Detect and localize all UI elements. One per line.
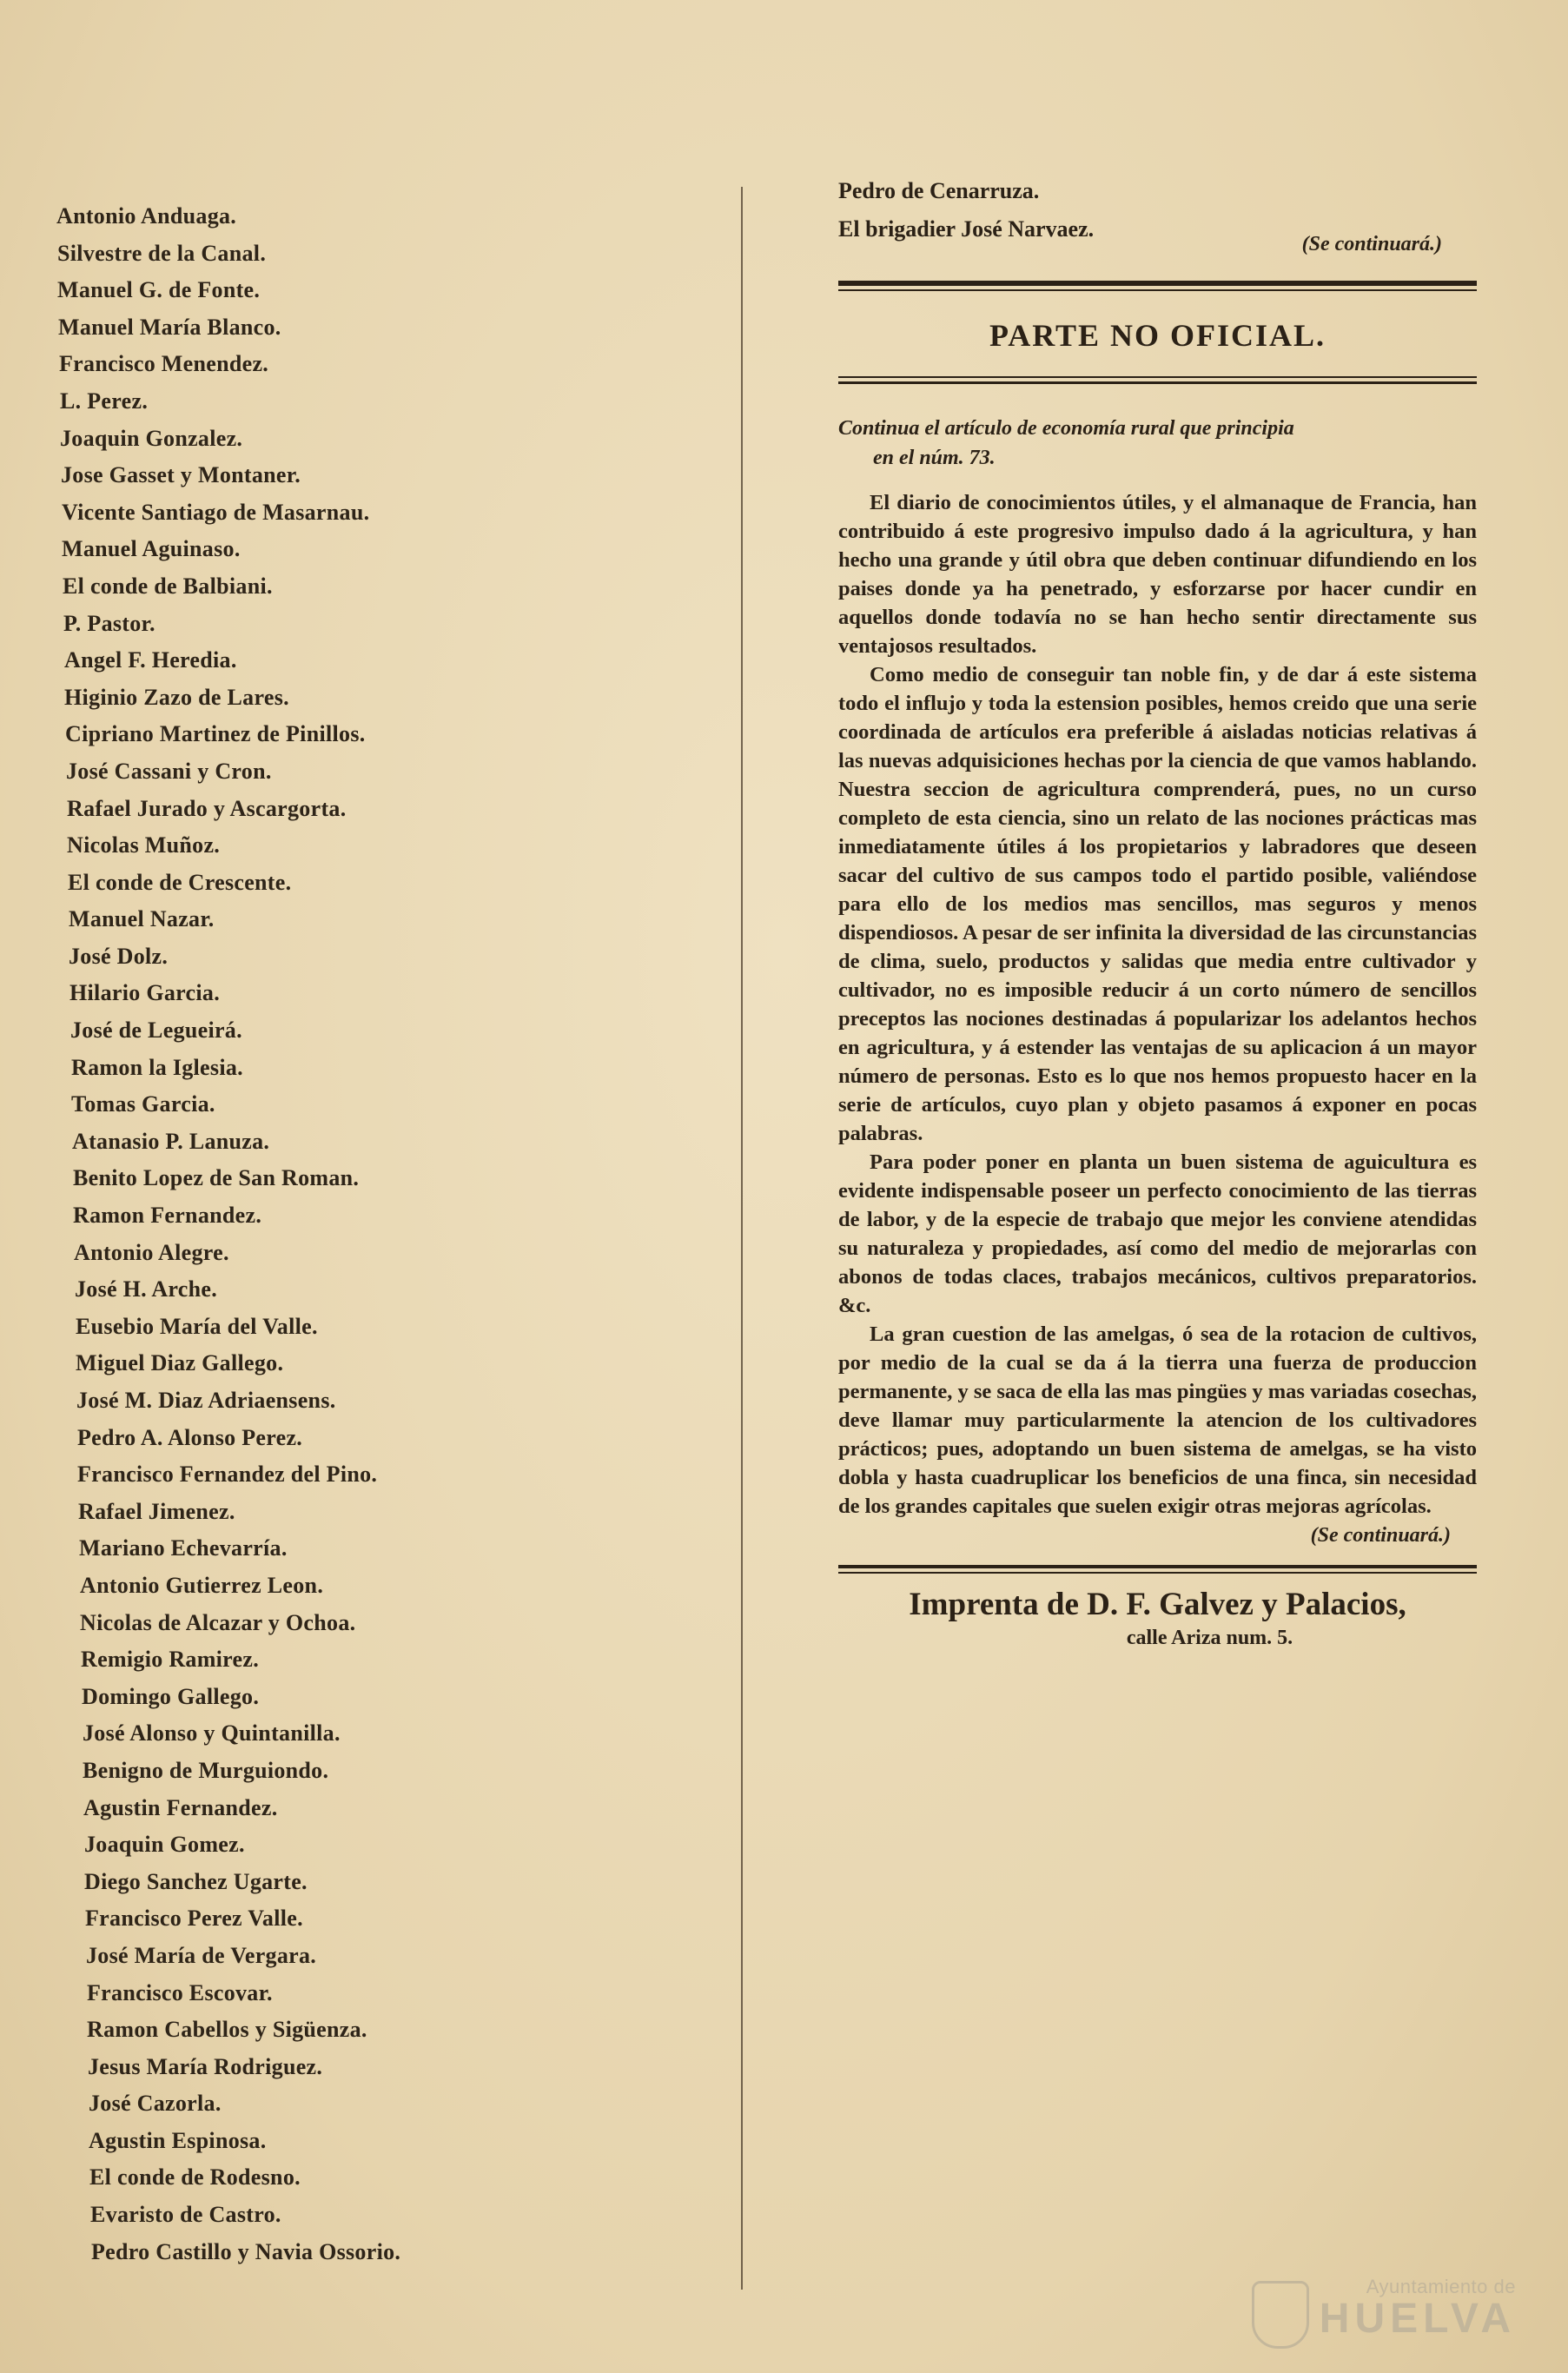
article-subtitle: Continua el artículo de economía rural que principia en el núm. 73. <box>838 417 1294 469</box>
signatory-name: José Cazorla. <box>89 2091 222 2117</box>
article-paragraph: El diario de conocimientos útiles, y el almanaque de Francia, han contribuido á este progresivo impulso dado á la agricultura, y han hecho una grande y útil obra que deben continuar difundiendo en los paises donde ya ha penetrado, y esforzarse por hacer cundir en aquellos donde todavía no se han hecho sentir directamente sus ventajosos resultados. <box>838 491 1477 658</box>
signatory-name: El conde de Crescente. <box>68 869 292 895</box>
signatory-name: Nicolas de Alcazar y Ochoa. <box>80 1609 356 1635</box>
continuation-note: (Se continuará.) <box>1301 233 1442 255</box>
signatory-name: Manuel G. de Fonte. <box>57 277 261 303</box>
signatory-name: Pedro de Cenarruza. <box>838 178 1040 203</box>
signatory-name: Higinio Zazo de Lares. <box>64 684 289 710</box>
signatory-name: Ramon Fernandez. <box>73 1203 262 1229</box>
article-paragraph: Como medio de conseguir tan noble fin, y de dar á este sistema todo el influjo y toda la estension posibles, hemos creido que una serie coordinada de artículos era preferible á aisladas noticias relativas á las nuevas adquisiciones hechas por la ciencia de que vamos hablando. Nuestra seccion de agricultura comprenderá, pues, no un curso completo de esta ciencia, sino un relato de las nociones prácticas mas inmediatamente útiles á los propietarios y labradores que deseen sacar del cultivo de sus campos todo el partido posible, valiéndose para ello de los medios mas sencillos, mas seguros y menos dispendiosos. A pesar de ser infinita la diversidad de las circunstancias de clima, suelo, productos y salidas que media entre cultivador y cultivador, no es imposible reducir á un corto número de sencillos preceptos las nociones destinadas á popularizar los adelantos hechos en agricultura, y á estender las ventajas de su aplicacion á un mayor número de personas. Esto es lo que nos hemos propuesto hacer en la serie de artículos, cuyo plan y objeto pasamos á exponer en pocas palabras. <box>838 663 1477 1145</box>
article-body <box>838 488 1477 1521</box>
signatory-name: Hilario Garcia. <box>69 980 220 1006</box>
signatory-name: P. Pastor. <box>63 610 155 636</box>
signatory-name: Joaquin Gonzalez. <box>60 425 243 451</box>
imprint-rule <box>838 1565 1477 1574</box>
signatory-name: Domingo Gallego. <box>82 1683 260 1709</box>
signatory-name: José Cassani y Cron. <box>66 758 272 784</box>
signatory-name: Ramon la Iglesia. <box>71 1054 243 1080</box>
signatory-name: Benigno de Murguiondo. <box>83 1757 329 1783</box>
signatory-name: Manuel Aguinaso. <box>62 536 241 562</box>
signatory-name: El conde de Rodesno. <box>89 2164 301 2191</box>
signatory-name: José M. Diaz Adriaensens. <box>76 1388 336 1413</box>
signatory-name: Francisco Perez Valle. <box>85 1906 303 1932</box>
signatory-name: Ramon Cabellos y Sigüenza. <box>87 2017 367 2043</box>
signatory-name: Silvestre de la Canal. <box>57 240 267 266</box>
signatory-name: José Alonso y Quintanilla. <box>83 1720 341 1747</box>
signatory-name: Pedro Castillo y Navia Ossorio. <box>91 2238 401 2264</box>
signatory-name: Agustin Fernandez. <box>83 1794 278 1820</box>
archive-seal-icon <box>1252 2281 1309 2349</box>
signatory-name: Atanasio P. Lanuza. <box>72 1128 270 1154</box>
signatory-name: Manuel María Blanco. <box>58 314 281 340</box>
article-paragraph: La gran cuestion de las amelgas, ó sea de la rotacion de cultivos, por medio de la cual se da á la tierra una fuerza de produccion permanente, y se saca de ella las mas pingües y mas variadas cosechas, deve llamar muy particularmente la atencion de los cultivadores prácticos; pues, adoptando un buen sistema de amelgas, se ha visto dobla y hasta cuadruplicar los beneficios de una finca, sin necesidad de los grandes capitales que suelen exigir otras mejoras agrícolas. <box>838 1322 1477 1518</box>
section-rule-bottom <box>838 376 1477 384</box>
signatory-name: Benito Lopez de San Roman. <box>73 1165 360 1191</box>
signatory-name: El brigadier José Narvaez. <box>838 216 1095 242</box>
article-paragraph: Para poder poner en planta un buen sistema de aguicultura es evidente indispensable poseer un perfecto conocimiento de las tierras de labor, y de la especie de trabajo que mejor les conviene atendidas su naturaleza y propiedades, así como del medio de mejorarlas con abonos de todas claces, trabajos mecánicos, cultivos preparatorios. &c. <box>838 1150 1477 1317</box>
signatory-name: Francisco Escovar. <box>87 1979 273 2005</box>
signatory-name: El conde de Balbiani. <box>63 573 273 599</box>
signatory-name: José María de Vergara. <box>86 1942 317 1968</box>
signatory-name: Antonio Gutierrez Leon. <box>80 1572 324 1598</box>
right-column <box>838 172 1477 1650</box>
signatory-name: Jose Gasset y Montaner. <box>61 462 301 488</box>
signatory-name: Agustin Espinosa. <box>89 2127 267 2153</box>
signatory-name: Evaristo de Castro. <box>90 2202 281 2228</box>
signatory-name: Cipriano Martinez de Pinillos. <box>65 721 366 747</box>
signatory-name: Antonio Anduaga. <box>56 203 237 229</box>
signatory-name: Vicente Santiago de Masarnau. <box>62 499 370 525</box>
imprint-address: calle Ariza num. 5. <box>1126 1627 1293 1649</box>
signatory-name: Tomas Garcia. <box>71 1091 215 1117</box>
continuation-note-end: (Se continuará.) <box>1310 1524 1451 1547</box>
signatory-name: Remigio Ramirez. <box>81 1647 260 1673</box>
signatory-name: Eusebio María del Valle. <box>76 1313 318 1339</box>
signatory-name: Antonio Alegre. <box>74 1239 229 1265</box>
section-title: PARTE NO OFICIAL. <box>989 318 1327 353</box>
imprint-title: Imprenta de D. F. Galvez y Palacios, <box>909 1587 1406 1622</box>
section-rule-top <box>838 281 1477 291</box>
signatory-name: Diego Sanchez Ugarte. <box>84 1868 308 1894</box>
signatory-name: José H. Arche. <box>75 1276 218 1302</box>
signatory-name: Rafael Jimenez. <box>78 1498 235 1524</box>
signatory-name: Jesus María Rodriguez. <box>88 2053 323 2079</box>
signatory-name: Francisco Fernandez del Pino. <box>77 1462 378 1488</box>
column-divider <box>741 187 743 2290</box>
signatory-name: José de Legueirá. <box>70 1017 242 1044</box>
signatory-name: Angel F. Heredia. <box>64 647 237 673</box>
archive-watermark: Ayuntamiento de HUELVA <box>1320 2276 1516 2340</box>
signatory-name: Joaquin Gomez. <box>84 1832 245 1858</box>
signatory-name: L. Perez. <box>60 388 149 414</box>
signatory-name: Manuel Nazar. <box>69 906 215 932</box>
signatories-column <box>56 198 717 2270</box>
signatory-name: José Dolz. <box>69 943 169 969</box>
signatory-name: Pedro A. Alonso Perez. <box>77 1424 303 1450</box>
signatory-name: Francisco Menendez. <box>59 351 269 377</box>
signatories-list <box>56 198 717 2270</box>
signatory-name: Nicolas Muñoz. <box>67 832 221 858</box>
signatory-name: Miguel Diaz Gallego. <box>76 1350 284 1376</box>
signatory-name: Mariano Echevarría. <box>79 1535 288 1561</box>
signatory-name: Rafael Jurado y Ascargorta. <box>67 795 347 821</box>
